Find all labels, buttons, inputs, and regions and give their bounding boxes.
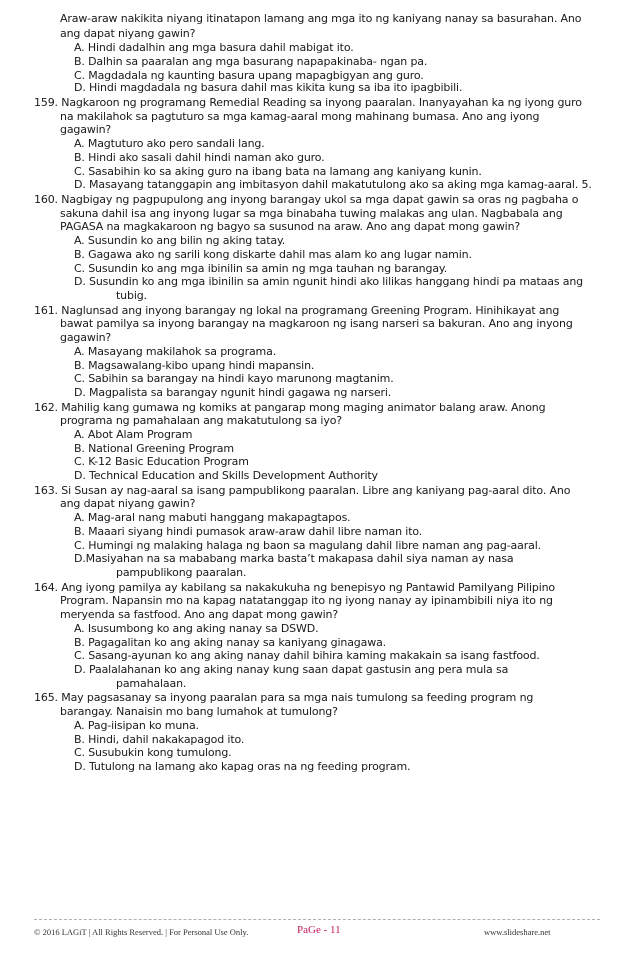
- text-line: programa ng pamahalaan ang makatutulong sa iyo?: [60, 414, 342, 428]
- text-line: C. Humingi ng malaking halaga ng baon sa magulang dahil libre naman ang pag-aaral.: [74, 538, 541, 552]
- text-line: barangay. Nanaisin mo bang lumahok at tumulong?: [60, 705, 338, 719]
- text-line: A. Hindi dadalhin ang mga basura dahil mabigat ito.: [74, 41, 354, 55]
- text-line: C. Susubukin kong tumulong.: [74, 746, 232, 760]
- text-line: A. Abot Alam Program: [74, 428, 193, 441]
- text-line: meryenda sa fastfood. Ano ang dapat mong gawin?: [60, 608, 339, 622]
- text-line: D. Hindi magdadala ng basura dahil mas kikita kung sa iba ito ipagbibili.: [74, 81, 463, 95]
- text-line: B. National Greening Program: [74, 441, 234, 455]
- text-line: C. Sabihin sa barangay na hindi kayo marunong magtanim.: [74, 372, 394, 386]
- text-line: D. Tutulong na lamang ako kapag oras na ng feeding program.: [74, 760, 411, 773]
- text-line: B. Dalhin sa paaralan ang mga basurang napapakinaba- ngan pa.: [74, 54, 428, 68]
- text-line: pamahalaan.: [116, 676, 187, 690]
- text-line: pampublikong paaralan.: [116, 566, 247, 580]
- text-line: A. Pag-iisipan ko muna.: [74, 718, 199, 732]
- text-line: D. Magpalista sa barangay ngunit hindi gagawa ng narseri.: [74, 386, 392, 399]
- text-line: C. Susundin ko ang mga ibinilin sa amin ng mga tauhan ng barangay.: [74, 261, 448, 275]
- text-line: 164. Ang iyong pamilya ay kabilang sa nakakukuha ng benepisyo ng Pantawid Pamilyang Pilipino: [34, 580, 556, 594]
- text-line: 161. Naglunsad ang inyong barangay ng lokal na programang Greening Program. Hinihikayat ang: [34, 303, 560, 317]
- text-line: 162. Mahilig kang gumawa ng komiks at pangarap mong maging animator balang araw. Anong: [34, 400, 546, 414]
- text-line: A. Susundin ko ang bilin ng aking tatay.: [74, 234, 286, 248]
- text-line: 159. Nagkaroon ng programang Remedial Reading sa inyong paaralan. Inanyayahan ka ng iyong guro: [34, 96, 582, 109]
- footer-copyright: © 2016 LAGiT | All Rights Reserved. | For Personal Use Only.: [34, 927, 249, 937]
- text-line: ang dapat niyang gawin?: [60, 26, 196, 40]
- text-line: 165. May pagsasanay sa inyong paaralan para sa mga nais tumulong sa feeding program ng: [34, 691, 534, 705]
- text-line: A. Masayang makilahok sa programa.: [74, 344, 277, 358]
- text-line: 160. Nagbigay ng pagpupulong ang inyong barangay ukol sa mga dapat gawin sa oras ng pagbaha o: [34, 192, 579, 206]
- text-line: A. Mag-aral nang mabuti hanggang makapagtapos.: [74, 511, 351, 525]
- text-line: PAGASA na magkakaroon ng bagyo sa susunod na araw. Ano ang dapat mong gawin?: [60, 220, 521, 234]
- text-line: gagawin?: [60, 123, 112, 137]
- text-line: D. Technical Education and Skills Development Authority: [74, 469, 378, 483]
- text-line: Program. Napansin mo na kapag natatanggap ito ng iyong nanay ay ipinambibili niya ito ng: [60, 594, 553, 608]
- text-line: A. Magtuturo ako pero sandali lang.: [74, 137, 265, 151]
- text-line: C. Magdadala ng kaunting basura upang mapagbigyan ang guro.: [74, 68, 424, 82]
- text-line: tubig.: [116, 289, 147, 303]
- text-line: D. Paalalahanan ko ang aking nanay kung saan dapat gastusin ang pera mula sa: [74, 663, 509, 677]
- text-line: ang dapat niyang gawin?: [60, 497, 196, 511]
- text-line: A. Isusumbong ko ang aking nanay sa DSWD.: [74, 621, 319, 635]
- text-line: gagawin?: [60, 331, 112, 345]
- text-line: B. Hindi, dahil nakakapagod ito.: [74, 732, 245, 746]
- text-line: C. Sasang-ayunan ko ang aking nanay dahil bihira kaming makakain sa isang fastfood.: [74, 649, 540, 663]
- text-line: B. Magsawalang-kibo upang hindi mapansin.: [74, 358, 315, 372]
- footer-divider: [34, 919, 600, 920]
- text-line: B. Maaari siyang hindi pumasok araw-araw dahil libre naman ito.: [74, 524, 423, 538]
- text-line: D. Susundin ko ang mga ibinilin sa amin ngunit hindi ako lilikas hanggang hindi pa mataas ang: [74, 275, 584, 289]
- text-line: D. Masayang tatanggapin ang imbitasyon dahil makatutulong ako sa aking mga kamag-aaral. 5.: [74, 178, 592, 192]
- text-line: B. Gagawa ako ng sarili kong diskarte dahil mas alam ko ang lugar namin.: [74, 247, 472, 261]
- footer-page-number: PaGe - 11: [297, 924, 341, 936]
- text-line: 163. Si Susan ay nag-aaral sa isang pampublikong paaralan. Libre ang kaniyang pag-aaral dito. Ano: [34, 483, 571, 497]
- text-line: B. Pagagalitan ko ang aking nanay sa kaniyang ginagawa.: [74, 635, 387, 649]
- footer-site-link[interactable]: www.slideshare.net: [484, 927, 551, 937]
- text-line: B. Hindi ako sasali dahil hindi naman ako guro.: [74, 150, 325, 164]
- text-line: Araw-araw nakikita niyang itinatapon lamang ang mga ito ng kaniyang nanay sa basurahan. Ano: [60, 12, 582, 25]
- text-line: bawat pamilya sa inyong barangay na magkaroon ng isang narseri sa bakuran. Ano ang inyong: [60, 317, 573, 331]
- text-line: na makilahok sa pagtuturo sa mga kamag-aaral mong mahinang bumasa. Ano ang iyong: [60, 109, 540, 123]
- text-line: C. K-12 Basic Education Program: [74, 455, 249, 469]
- text-line: D.Masiyahan na sa mababang marka basta’t makapasa dahil siya naman ay nasa: [74, 552, 514, 566]
- text-line: C. Sasabihin ko sa aking guro na ibang bata na lamang ang kaniyang kunin.: [74, 164, 482, 178]
- text-line: sakuna dahil isa ang inyong lugar sa mga binabaha tuwing malakas ang ulan. Nagbabala ang: [60, 206, 563, 220]
